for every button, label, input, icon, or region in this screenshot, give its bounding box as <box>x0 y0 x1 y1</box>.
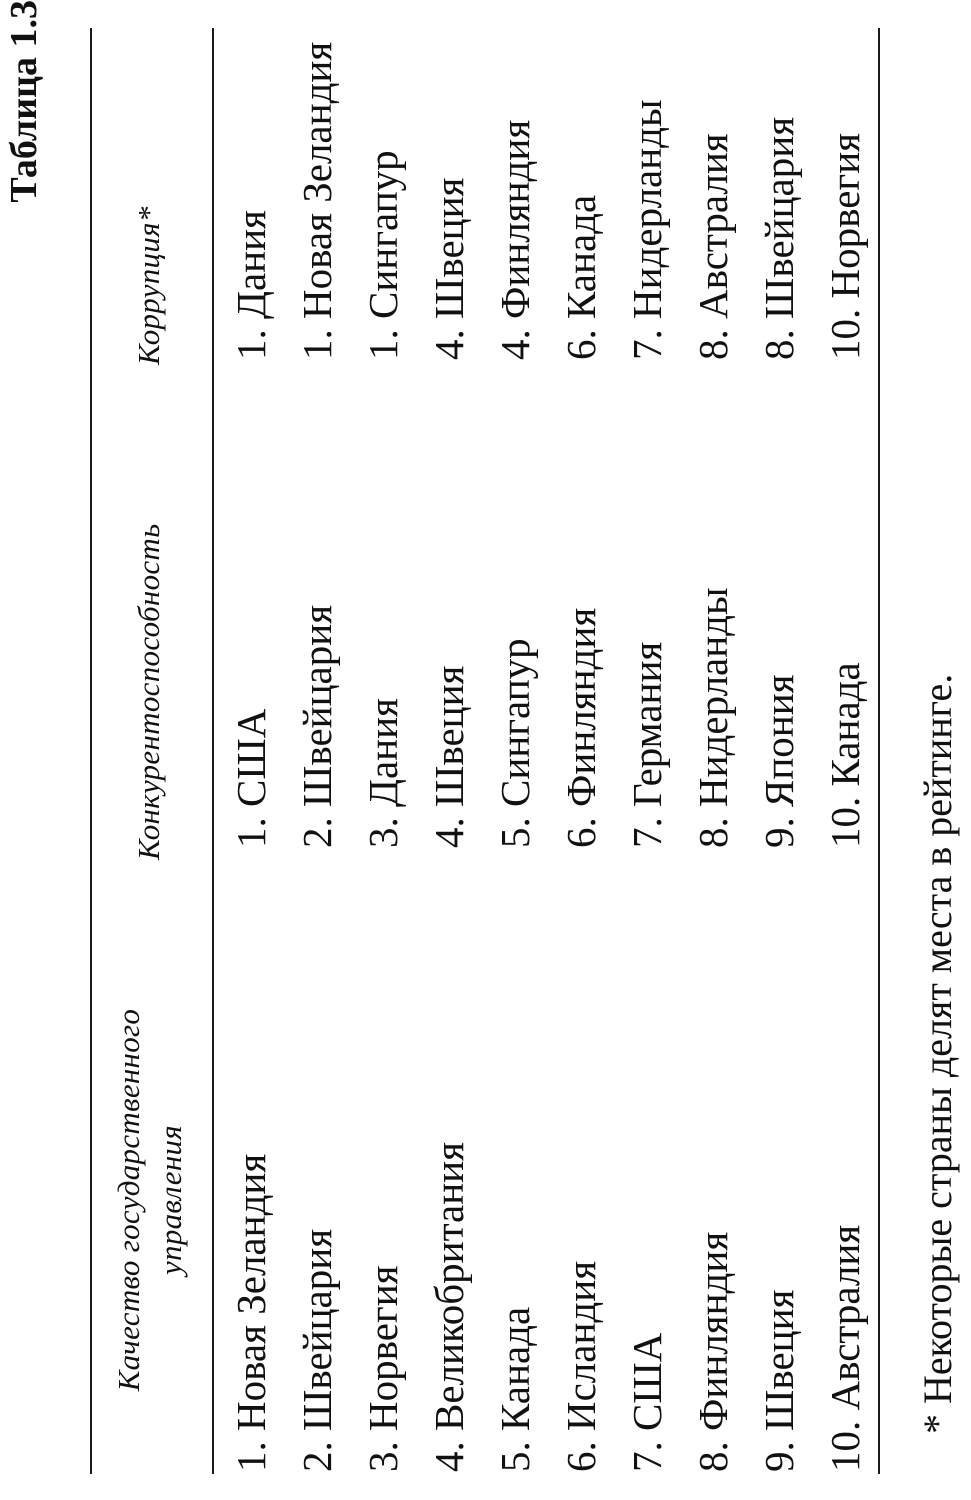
header-corruption: Коррупция* <box>131 206 166 365</box>
list-item: 1. Новая Зеландия <box>294 41 340 360</box>
header-competitiveness: Конкурентоспособность <box>131 523 166 860</box>
table-footnote: * Некоторые страны делят места в рейтинге. <box>915 673 960 1434</box>
list-item: 8. Финляндия <box>690 1231 736 1472</box>
list-item: 7. США <box>624 1332 670 1472</box>
competitiveness-ranking-column <box>218 587 878 848</box>
list-item: 1. Сингапур <box>360 150 406 360</box>
list-item: 5. Сингапур <box>492 638 538 848</box>
list-item: 6. Финляндия <box>558 607 604 848</box>
list-item: 10. Канада <box>822 662 868 848</box>
table-bottom-rule <box>878 28 880 1474</box>
list-item: 8. Нидерланды <box>690 587 736 848</box>
header-governance-quality <box>108 940 192 1460</box>
corruption-ranking-column <box>218 42 878 360</box>
header-governance-line2: управления <box>153 1124 188 1276</box>
list-item: 7. Нидерланды <box>624 99 670 360</box>
list-item: 4. Швеция <box>426 177 472 360</box>
list-item: 6. Исландия <box>558 1260 604 1472</box>
list-item: 10. Норвегия <box>822 132 868 360</box>
list-item: 7. Германия <box>624 641 670 848</box>
table-top-rule <box>90 28 92 1474</box>
list-item: 9. Швеция <box>756 1289 802 1472</box>
table-header-rule <box>212 28 214 1474</box>
list-item: 4. Швеция <box>426 665 472 848</box>
list-item: 3. Норвегия <box>360 1265 406 1472</box>
list-item: 1. Дания <box>228 210 274 360</box>
list-item: 3. Дания <box>360 698 406 848</box>
header-governance-line1: Качество государственного <box>111 1008 146 1392</box>
governance-ranking-column <box>218 1142 878 1472</box>
list-item: 10. Австралия <box>822 1224 868 1472</box>
list-item: 2. Швейцария <box>294 1228 340 1472</box>
list-item: 5. Канада <box>492 1306 538 1472</box>
list-item: 4. Финляндия <box>492 119 538 360</box>
table-caption: Таблица 1.3 <box>3 0 45 203</box>
list-item: 2. Швейцария <box>294 604 340 848</box>
list-item: 4. Великобритания <box>426 1142 472 1472</box>
list-item: 8. Австралия <box>690 133 736 360</box>
list-item: 1. США <box>228 708 274 848</box>
list-item: 6. Канада <box>558 194 604 360</box>
list-item: 1. Новая Зеландия <box>228 1153 274 1472</box>
list-item: 8. Швейцария <box>756 116 802 360</box>
list-item: 9. Япония <box>756 674 802 848</box>
